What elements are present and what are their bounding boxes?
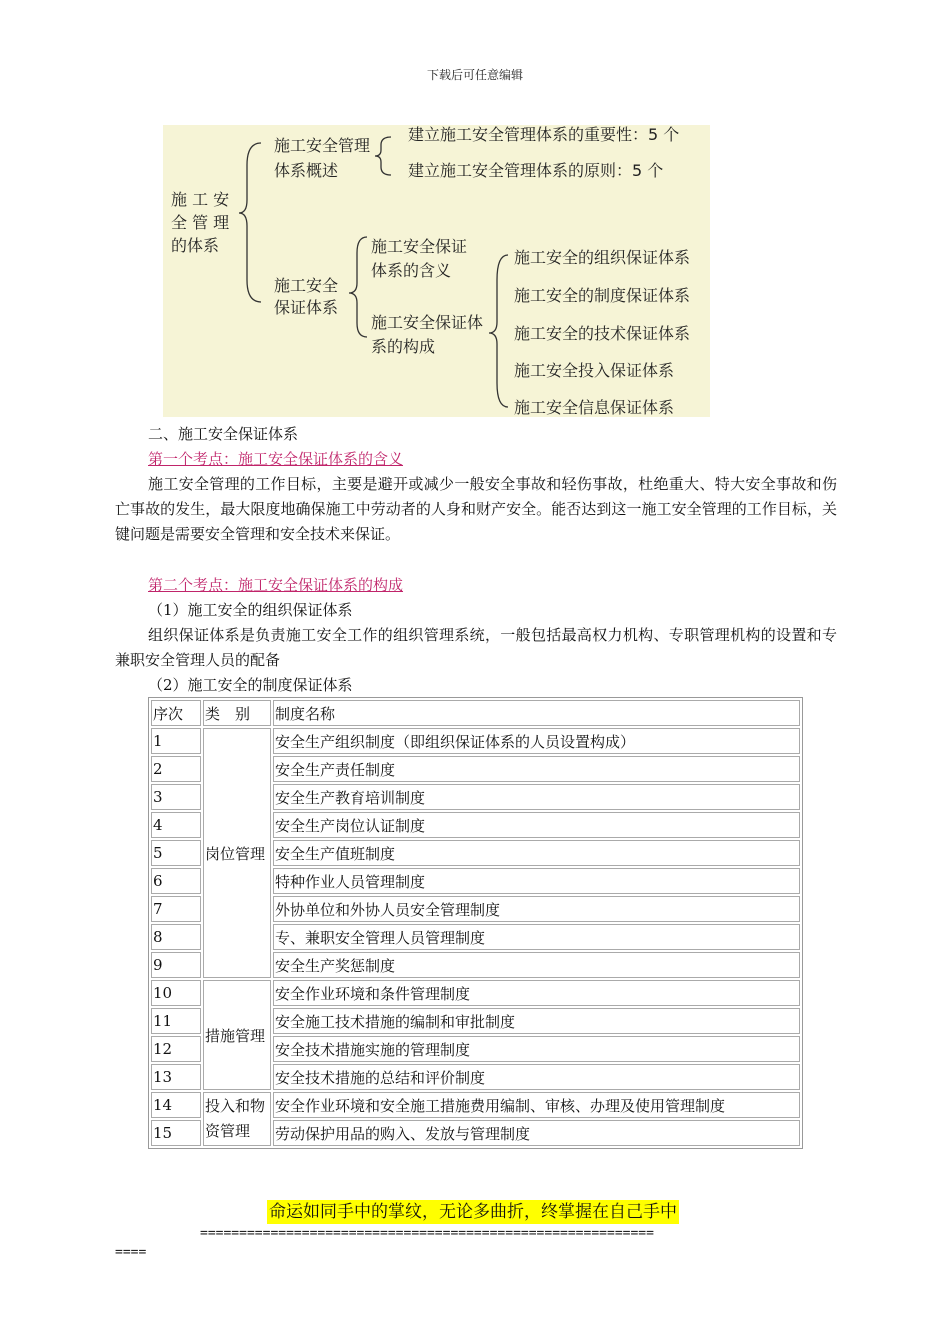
category-cell: 措施管理 (203, 980, 271, 1090)
branch1-item: 建立施工安全管理体系的原则：5 个 (408, 161, 664, 180)
header-cell: 序次 (151, 700, 201, 726)
brace-branch2b (489, 255, 508, 407)
row-name: 特种作业人员管理制度 (273, 868, 800, 894)
row-number: 8 (151, 924, 201, 950)
category-cell: 投入和物资管理 (203, 1092, 271, 1146)
branch1-label-2: 体系概述 (274, 161, 339, 180)
paragraph-2: 组织保证体系是负责施工安全工作的组织管理系统，一般包括最高权力机构、专职管理机构的设置和专兼职安全管理人员的配备 (115, 626, 837, 669)
structure-diagram (163, 125, 710, 417)
table-row (151, 980, 800, 1006)
paragraph-1: 施工安全管理的工作目标，主要是避开或减少一般安全事故和轻伤事故，杜绝重大、特大安全事故和伤亡事故的发生，最大限度地确保施工中劳动者的人身和财产安全。能否达到这一施工安全管理的工作目标，关键问题是需要安全管理和安全技术来保证。 (115, 475, 837, 543)
branch1-label-1: 施工安全管理 (274, 136, 371, 155)
header-cell: 制度名称 (273, 700, 800, 726)
branch2b-item: 施工安全的组织保证体系 (514, 248, 691, 267)
row-number: 7 (151, 896, 201, 922)
row-name: 安全生产责任制度 (273, 756, 800, 782)
header-cell: 类 别 (203, 700, 271, 726)
row-number: 3 (151, 784, 201, 810)
row-number: 2 (151, 756, 201, 782)
row-name: 安全作业环境和条件管理制度 (273, 980, 800, 1006)
root-label-2: 全 管 理 (171, 213, 230, 232)
row-number: 10 (151, 980, 201, 1006)
row-name: 外协单位和外协人员安全管理制度 (273, 896, 800, 922)
row-name: 专、兼职安全管理人员管理制度 (273, 924, 800, 950)
brace-branch1 (375, 137, 391, 175)
branch2b-item: 施工安全的技术保证体系 (514, 324, 691, 343)
row-name: 安全施工技术措施的编制和审批制度 (273, 1008, 800, 1034)
root-label-3: 的体系 (171, 236, 220, 255)
subheading-1: （1）施工安全的组织保证体系 (148, 601, 353, 619)
brace-branch2 (349, 237, 367, 337)
section-title: 二、施工安全保证体系 (148, 425, 299, 443)
row-name: 安全技术措施的总结和评价制度 (273, 1064, 800, 1090)
table-header-row (151, 700, 800, 726)
branch2a-label-2: 体系的含义 (371, 261, 452, 280)
brace-root (239, 143, 261, 302)
branch2-label-1: 施工安全 (274, 276, 339, 295)
subheading-2: （2）施工安全的制度保证体系 (148, 676, 353, 694)
row-name: 安全生产教育培训制度 (273, 784, 800, 810)
keypoint-1-heading: 第一个考点：施工安全保证体系的含义 (148, 450, 404, 468)
root-label-1: 施 工 安 (171, 190, 230, 209)
row-number: 6 (151, 868, 201, 894)
row-name: 安全作业环境和安全施工措施费用编制、审核、办理及使用管理制度 (273, 1092, 800, 1118)
divider-line-end: ==== (115, 1245, 147, 1260)
row-number: 5 (151, 840, 201, 866)
branch2b-item: 施工安全的制度保证体系 (514, 286, 691, 305)
page-header: 下载后可任意编辑 (426, 68, 523, 82)
row-number: 15 (151, 1120, 201, 1146)
row-name: 安全生产值班制度 (273, 840, 800, 866)
row-number: 14 (151, 1092, 201, 1118)
branch2b-item: 施工安全投入保证体系 (514, 361, 675, 380)
row-number: 9 (151, 952, 201, 978)
motto: 命运如同手中的掌纹，无论多曲折，终掌握在自己手中 (269, 1202, 677, 1222)
table-row (151, 728, 800, 754)
row-number: 1 (151, 728, 201, 754)
branch2b-item: 施工安全信息保证体系 (514, 398, 675, 417)
table-row (151, 1092, 800, 1118)
row-name: 安全技术措施实施的管理制度 (273, 1036, 800, 1062)
category-cell: 岗位管理 (203, 728, 271, 978)
keypoint-2-heading: 第二个考点：施工安全保证体系的构成 (148, 576, 404, 594)
branch2a-label-1: 施工安全保证 (371, 237, 468, 256)
divider-line: ========================================================== (200, 1226, 654, 1241)
branch2b-label-2: 系的构成 (371, 337, 436, 356)
branch2-label-2: 保证体系 (274, 298, 339, 317)
row-number: 4 (151, 812, 201, 838)
branch2b-label-1: 施工安全保证体 (371, 313, 484, 332)
row-number: 12 (151, 1036, 201, 1062)
row-name: 安全生产奖惩制度 (273, 952, 800, 978)
row-name: 安全生产组织制度（即组织保证体系的人员设置构成） (273, 728, 800, 754)
row-number: 11 (151, 1008, 201, 1034)
branch1-item: 建立施工安全管理体系的重要性：5 个 (408, 125, 680, 144)
row-number: 13 (151, 1064, 201, 1090)
row-name: 劳动保护用品的购入、发放与管理制度 (273, 1120, 800, 1146)
row-name: 安全生产岗位认证制度 (273, 812, 800, 838)
system-table (148, 697, 803, 1149)
